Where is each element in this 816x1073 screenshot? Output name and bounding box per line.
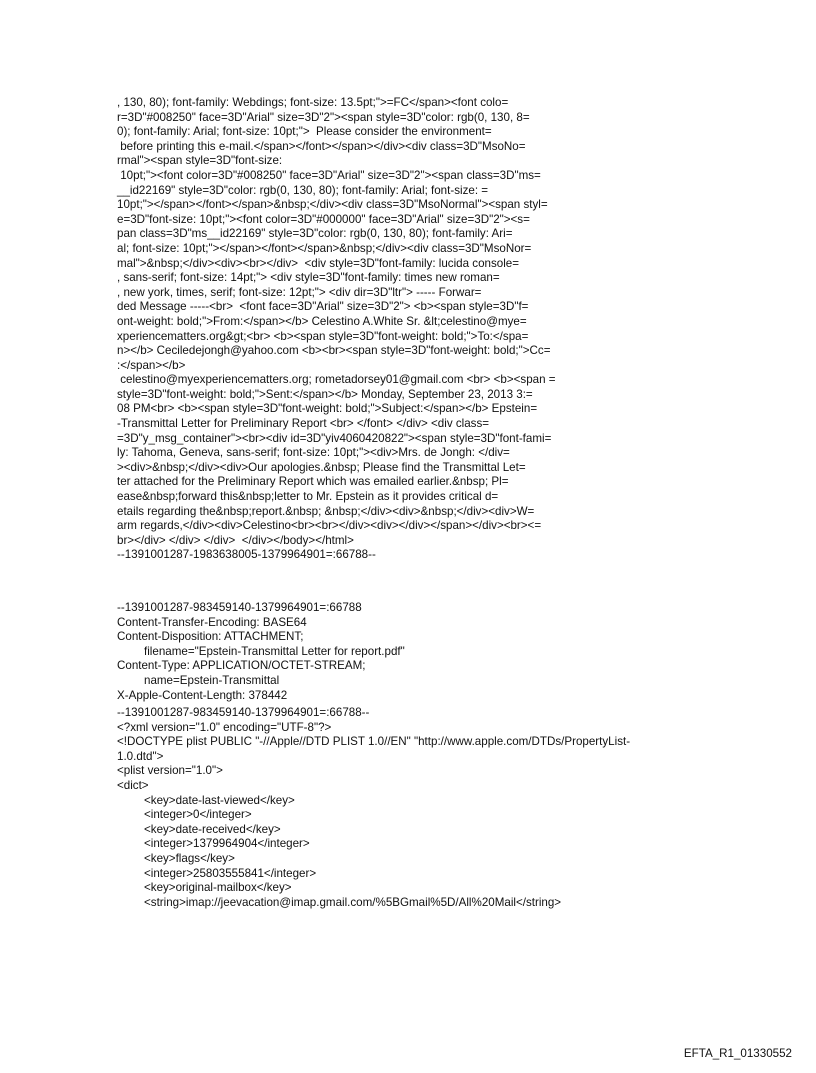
source-line: ter attached for the Preliminary Report which was emailed earlier.&nbsp; Pl= (117, 475, 509, 489)
mime-header-line: Content-Transfer-Encoding: BASE64 (117, 615, 307, 629)
source-line: style=3D"font-weight: bold;">Sent:</span></b> Monday, September 23, 2013 3:= (117, 387, 533, 401)
source-line: al; font-size: 10pt;"></span></font></span>&nbsp;</div><div class=3D"MsoNor= (117, 241, 532, 255)
source-line: ont-weight: bold;">From:</span></b> Celestino A.White Sr. &lt;celestino@mye= (117, 314, 527, 328)
plist-line: <dict> (117, 778, 149, 792)
mime-header-line: Content-Type: APPLICATION/OCTET-STREAM; (117, 659, 366, 673)
plist-line: <key>date-received</key> (144, 822, 281, 836)
source-line: , sans-serif; font-size: 14pt;"> <div style=3D"font-family: times new roman= (117, 271, 500, 285)
source-line: ease&nbsp;forward this&nbsp;letter to Mr. Epstein as it provides critical d= (117, 490, 499, 504)
source-line: arm regards,</div><div>Celestino<br><br></div><div></div></span></div><br><= (117, 519, 542, 533)
source-line: pan class=3D"ms__id22169" style=3D"color: rgb(0, 130, 80); font-family: Ari= (117, 227, 513, 241)
source-line: rmal"><span style=3D"font-size: (117, 154, 283, 168)
attachment-headers-block (117, 601, 405, 703)
document-id-footer: EFTA_R1_01330552 (683, 1047, 792, 1060)
source-line: before printing this e-mail.</span></font></span></div><div class=3D"MsoNo= (117, 139, 526, 153)
source-line: r=3D"#008250" face=3D"Arial" size=3D"2"><span style=3D"color: rgb(0, 130, 8= (117, 110, 530, 124)
plist-line: <!DOCTYPE plist PUBLIC "-//Apple//DTD PLIST 1.0//EN" "http://www.apple.com/DTDs/PropertyList- (117, 735, 631, 749)
mime-header-line: Content-Disposition: ATTACHMENT; (117, 630, 304, 644)
source-line: e=3D"font-size: 10pt;"><font color=3D"#000000" face=3D"Arial" size=3D"2"><s= (117, 212, 530, 226)
plist-metadata-block (117, 706, 630, 910)
mime-header-line: X-Apple-Content-Length: 378442 (117, 688, 288, 702)
source-line: , new york, times, serif; font-size: 12pt;"> <div dir=3D"ltr"> ----- Forwar= (117, 285, 482, 299)
plist-line: <integer>25803555841</integer> (144, 866, 317, 880)
plist-line: <?xml version="1.0" encoding="UTF-8"?> (117, 720, 332, 734)
source-line: xperiencematters.org&gt;<br> <b><span style=3D"font-weight: bold;">To:</spa= (117, 329, 529, 343)
mime-header-line: --1391001287-983459140-1379964901=:66788 (117, 601, 362, 614)
source-line: celestino@myexperiencematters.org; rometadorsey01@gmail.com <br> <b><span = (117, 373, 556, 387)
plist-line: <string>imap://jeevacation@imap.gmail.com/%5BGmail%5D/All%20Mail</string> (144, 895, 562, 909)
source-line: 08 PM<br> <b><span style=3D"font-weight: bold;">Subject:</span></b> Epstein= (117, 402, 538, 416)
plist-line: <key>flags</key> (144, 851, 235, 865)
plist-line: <integer>1379964904</integer> (144, 837, 310, 851)
source-line: etails regarding the&nbsp;report.&nbsp; &nbsp;</div><div>&nbsp;</div><div>W= (117, 504, 535, 518)
source-line: -Transmittal Letter for Preliminary Report <br> </font> </div> <div class= (117, 417, 490, 431)
source-line: 0); font-family: Arial; font-size: 10pt;"> Please consider the environment= (117, 125, 492, 139)
source-line: ly: Tahoma, Geneva, sans-serif; font-size: 10pt;"><div>Mrs. de Jongh: </div= (117, 446, 510, 460)
source-line: 10pt;"></span></font></span>&nbsp;</div><div class=3D"MsoNormal"><span styl= (117, 198, 548, 212)
source-line: ><div>&nbsp;</div><div>Our apologies.&nbsp; Please find the Transmittal Let= (117, 460, 526, 474)
source-line: :</span></b> (117, 358, 186, 372)
mime-header-line: name=Epstein-Transmittal (144, 673, 280, 687)
plist-line: <key>original-mailbox</key> (144, 881, 292, 895)
source-line: n></b> Ceciledejongh@yahoo.com <b><br><span style=3D"font-weight: bold;">Cc= (117, 344, 551, 358)
source-line: ded Message -----<br> <font face=3D"Arial" size=3D"2"> <b><span style=3D"f= (117, 300, 529, 314)
plist-line: 1.0.dtd"> (117, 749, 164, 763)
source-line: br></div> </div> </div> </div></body></html> (117, 533, 354, 547)
source-line: mal">&nbsp;</div><div><br></div> <div style=3D"font-family: lucida console= (117, 256, 519, 270)
plist-line: --1391001287-983459140-1379964901=:66788-- (117, 706, 370, 719)
source-line: , 130, 80); font-family: Webdings; font-size: 13.5pt;">=FC</span><font colo= (117, 96, 509, 109)
source-line: 10pt;"><font color=3D"#008250" face=3D"Arial" size=3D"2"><span class=3D"ms= (117, 168, 541, 182)
source-line: =3D"y_msg_container"><br><div id=3D"yiv4060420822"><span style=3D"font-fami= (117, 431, 552, 445)
source-line: --1391001287-1983638005-1379964901=:66788-- (117, 548, 376, 562)
plist-line: <integer>0</integer> (144, 808, 252, 822)
plist-line: <plist version="1.0"> (117, 764, 223, 778)
source-line: __id22169" style=3D"color: rgb(0, 130, 80); font-family: Arial; font-size: = (117, 183, 489, 197)
mime-header-line: filename="Epstein-Transmittal Letter for report.pdf" (144, 644, 405, 658)
email-html-source-block (117, 96, 556, 563)
plist-line: <key>date-last-viewed</key> (144, 793, 295, 807)
